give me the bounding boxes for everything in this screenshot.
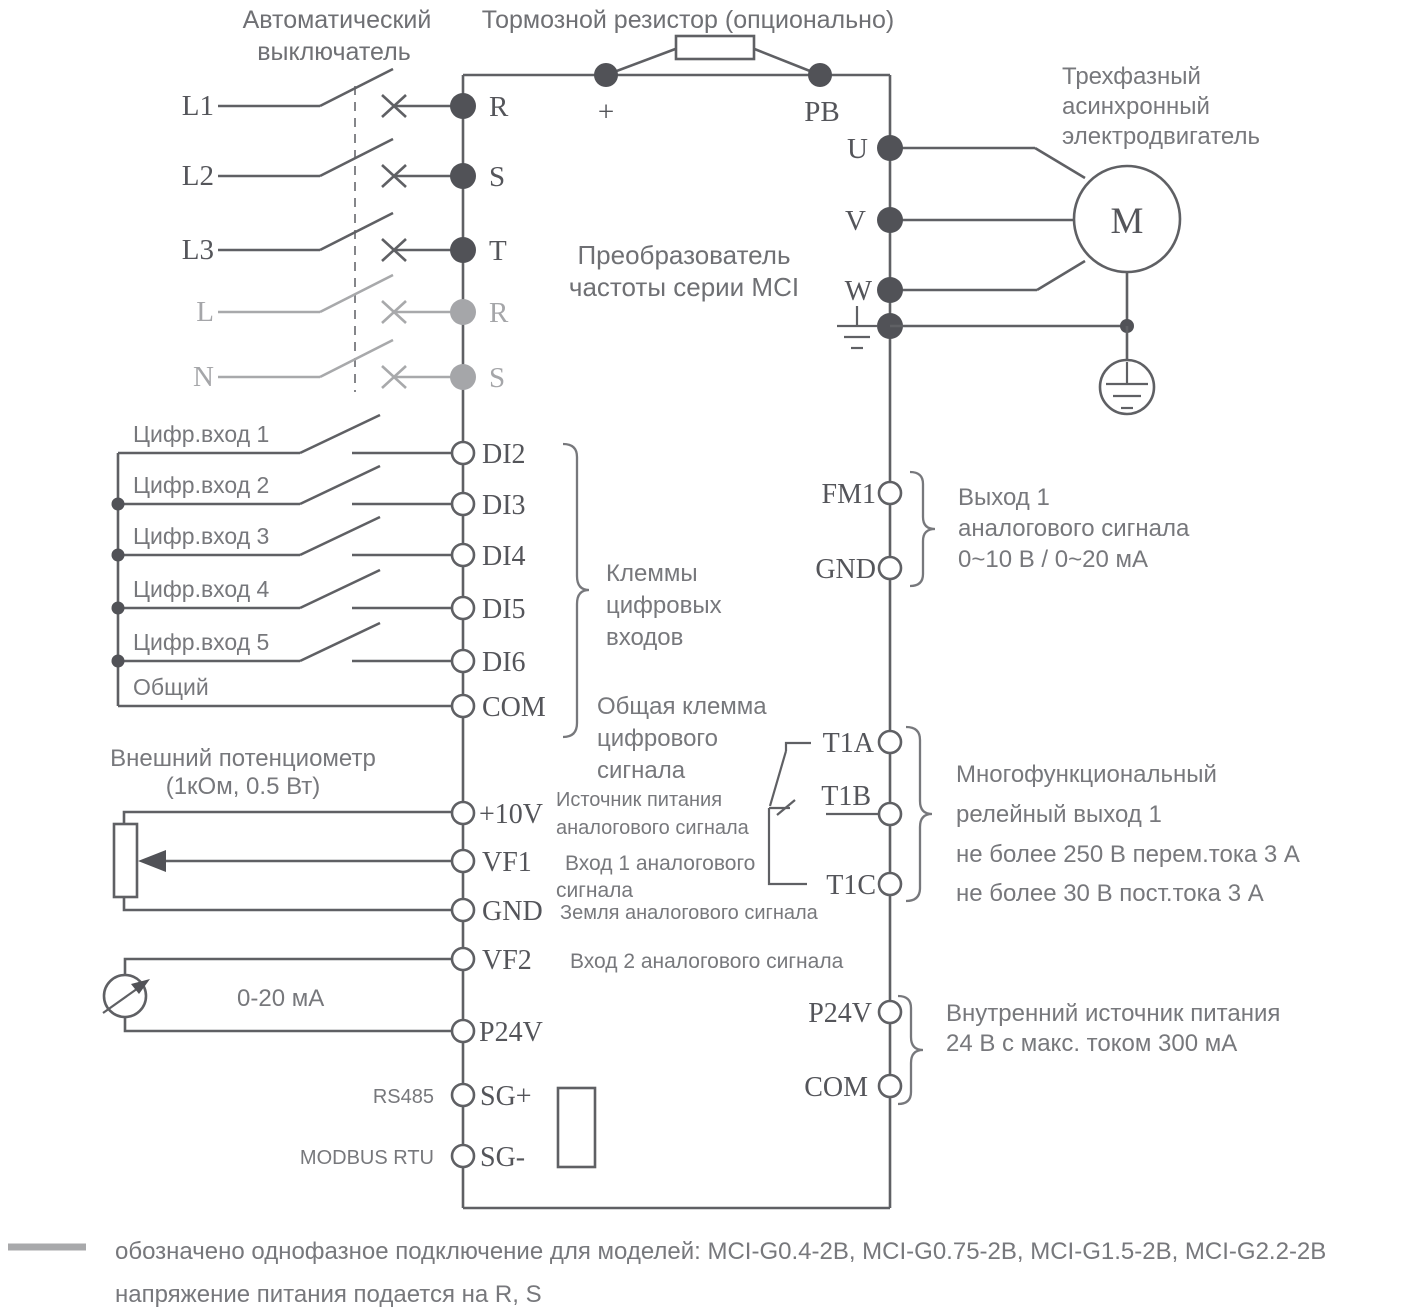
terminal-sg-plus (452, 1084, 474, 1106)
terminal-di3-label: DI3 (482, 490, 526, 521)
vf1-note-line1: Вход 1 аналогового (565, 852, 756, 875)
p10v-note-line1: Источник питания (556, 789, 723, 811)
terminal-t1a-label: T1A (822, 728, 874, 759)
analog-output-note-line2: аналогового сигнала (958, 515, 1190, 542)
terminal-s-single-label: S (489, 362, 506, 394)
terminal-t1b (879, 803, 901, 825)
terminal-plus (594, 63, 618, 87)
breaker-title-line1: Автоматический (242, 6, 432, 34)
brake-resistor-title: Тормозной резистор (опционально) (481, 6, 895, 34)
terminal-p24v-right-label: P24V (808, 998, 872, 1029)
vf1-note-line2: сигнала (556, 879, 634, 902)
potentiometer-group (114, 802, 474, 970)
breaker-title-line2: выключатель (257, 38, 411, 66)
terminal-pb (808, 63, 832, 87)
terminal-sg-minus-label: SG- (480, 1142, 526, 1173)
terminal-di3 (452, 493, 474, 515)
terminal-sg-minus (452, 1145, 474, 1167)
relay-note-line4: не более 30 В пост.тока 3 А (956, 880, 1264, 907)
terminal-r-single-label: R (489, 297, 509, 329)
inverter-title-line1: Преобразователь (577, 240, 791, 270)
motor-m-label: M (1110, 201, 1144, 242)
internal-supply-group (879, 996, 923, 1104)
digital-input4-label: Цифр.вход 4 (133, 576, 270, 602)
terminal-vf2 (452, 948, 474, 970)
footnote-line1: обозначено однофазное подключение для моделей: MCI-G0.4-2B, MCI-G0.75-2B, MCI-G1.5-2B, MCI-G2.2-2B (115, 1238, 1327, 1265)
terminal-t1c (879, 873, 901, 895)
gnd-note: Земля аналогового сигнала (560, 902, 818, 924)
terminal-di6-label: DI6 (482, 647, 526, 678)
terminal-t1a (879, 731, 901, 753)
terminal-di2 (452, 442, 474, 464)
terminal-t1c-label: T1C (826, 870, 876, 901)
terminal-plus-label: + (597, 96, 615, 128)
terminal-s-label: S (489, 161, 506, 193)
terminal-10v (452, 802, 474, 824)
terminal-vf1-label: VF1 (482, 847, 532, 878)
terminal-di6 (452, 650, 474, 672)
terminal-pb-label: PB (804, 96, 840, 128)
terminal-t (450, 237, 476, 263)
mains-n-label: N (193, 361, 214, 393)
power-input-row-l3 (218, 213, 476, 263)
mains-l3-label: L3 (181, 234, 214, 266)
terminal-u-label: U (847, 133, 868, 165)
power-input-row-l-single (218, 275, 476, 325)
terminal-di4-label: DI4 (482, 541, 526, 572)
mains-l-label: L (196, 296, 214, 328)
power-input-row-l1 (218, 69, 476, 119)
modbus-label: MODBUS RTU (299, 1147, 434, 1169)
brake-resistor-symbol (676, 36, 754, 59)
terminal-fm1-label: FM1 (821, 479, 876, 510)
terminal-p24v-right (879, 1001, 901, 1023)
termination-resistor-symbol (558, 1088, 595, 1167)
current-range-label: 0-20 мА (237, 985, 325, 1012)
terminal-sg-plus-label: SG+ (480, 1081, 532, 1112)
terminal-vf2-label: VF2 (482, 945, 532, 976)
motor-title-line2: асинхронный (1062, 93, 1210, 120)
analog-output-note-line1: Выход 1 (958, 484, 1050, 511)
terminal-s-single (450, 364, 476, 390)
analog-output-group (879, 472, 935, 586)
terminal-gnd-out-label: GND (815, 554, 876, 585)
digital-input-rows (112, 415, 475, 717)
relay-note-line1: Многофункциональный (956, 761, 1217, 788)
digital-input5-label: Цифр.вход 5 (133, 629, 270, 655)
digital-input3-label: Цифр.вход 3 (133, 523, 270, 549)
terminal-r-single (450, 299, 476, 325)
brake-resistor-circuit (594, 36, 832, 87)
terminal-10v-label: +10V (479, 799, 544, 830)
terminal-p24v-left (452, 1020, 474, 1042)
mains-l1-label: L1 (181, 90, 214, 122)
terminal-com-label: COM (482, 692, 546, 723)
digital-brace-note-line2: цифровых (606, 592, 722, 619)
terminal-gnd-out (879, 557, 901, 579)
com-note-line1: Общая клемма (597, 693, 767, 720)
terminal-r (450, 93, 476, 119)
vf2-note: Вход 2 аналогового сигнала (570, 950, 844, 973)
terminal-w-label: W (844, 275, 872, 307)
terminal-di5-label: DI5 (482, 594, 526, 625)
digital-input1-label: Цифр.вход 1 (133, 421, 270, 447)
terminal-w (877, 277, 903, 303)
terminal-fm1 (879, 482, 901, 504)
footnote-line2: напряжение питания подается на R, S (115, 1281, 542, 1308)
supply-note-line1: Внутренний источник питания (946, 1000, 1281, 1027)
terminal-di4 (452, 544, 474, 566)
potentiometer-symbol (114, 824, 137, 897)
earth-icon (1100, 360, 1154, 414)
digital-input2-label: Цифр.вход 2 (133, 472, 270, 498)
terminal-di2-label: DI2 (482, 439, 526, 470)
com-note-line2: цифрового (597, 725, 718, 752)
power-input-row-l2 (218, 139, 476, 189)
current-source-symbol (104, 975, 146, 1017)
rs485-label: RS485 (372, 1086, 434, 1108)
ground-icon (837, 306, 877, 348)
terminal-v-label: V (845, 205, 866, 237)
potentiometer-label-line1: Внешний потенциометр (110, 745, 376, 772)
digital-brace-note-line1: Клеммы (606, 560, 698, 587)
mains-l2-label: L2 (181, 160, 214, 192)
digital-brace-note-line3: входов (606, 624, 684, 651)
p10v-note-line2: аналогового сигнала (556, 817, 749, 839)
com-note-line3: сигнала (597, 757, 686, 784)
power-input-row-n-single (218, 340, 476, 390)
terminal-r-label: R (489, 91, 509, 123)
terminal-s (450, 163, 476, 189)
digital-inputs-brace (563, 444, 589, 737)
inverter-title-line2: частоты серии MCI (568, 272, 800, 302)
terminal-gnd-analog-label: GND (482, 896, 543, 927)
terminal-di5 (452, 597, 474, 619)
wiper-arrow-icon (138, 850, 166, 872)
terminal-com (452, 695, 474, 717)
terminal-com-right (879, 1075, 901, 1097)
terminal-com-right-label: COM (804, 1072, 868, 1103)
potentiometer-label-line2: (1кОм, 0.5 Вт) (165, 773, 321, 800)
motor-title-line1: Трехфазный (1062, 63, 1201, 90)
motor-title-line3: электродвигатель (1062, 123, 1260, 150)
terminal-p24v-left-label: P24V (479, 1017, 543, 1048)
relay-note-line2: релейный выход 1 (956, 801, 1162, 828)
terminal-vf1 (452, 850, 474, 872)
terminal-v (877, 207, 903, 233)
motor-output-group (837, 135, 1180, 414)
terminal-t1b-label: T1B (821, 781, 871, 812)
terminal-u (877, 135, 903, 161)
terminal-t-label: T (489, 235, 507, 267)
relay-note-line3: не более 250 В перем.тока 3 А (956, 841, 1300, 868)
terminal-gnd-analog (452, 899, 474, 921)
supply-note-line2: 24 В с макс. током 300 мА (946, 1030, 1238, 1057)
analog-output-note-line3: 0~10 В / 0~20 мА (958, 546, 1148, 573)
digital-common-label: Общий (133, 674, 209, 700)
